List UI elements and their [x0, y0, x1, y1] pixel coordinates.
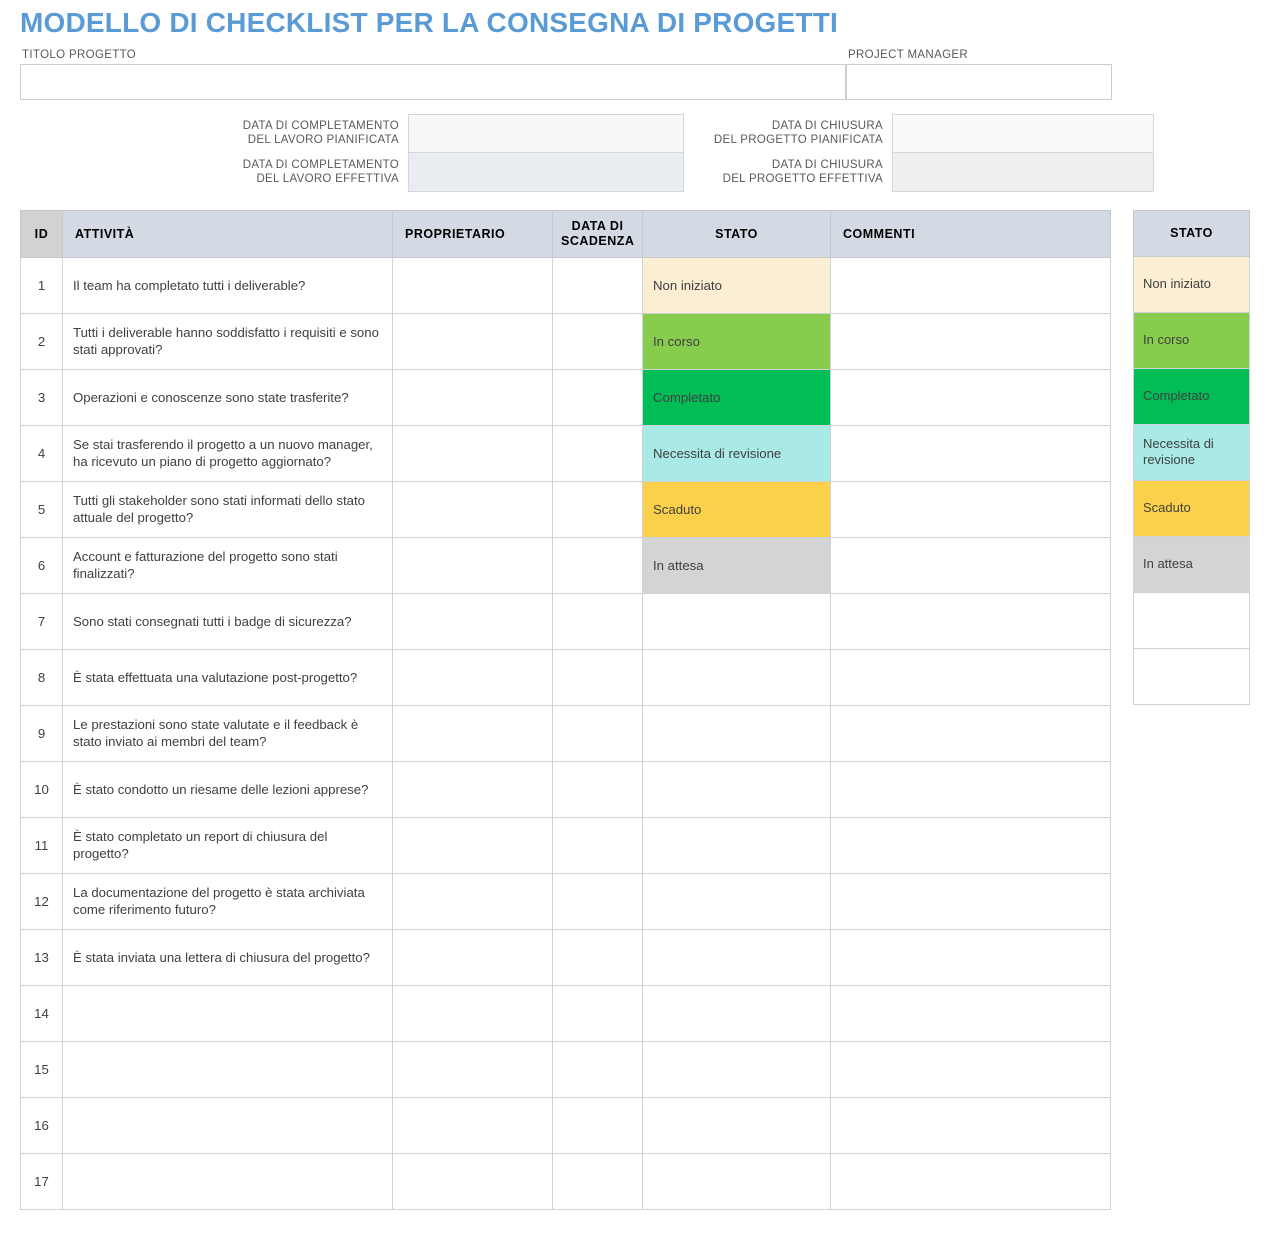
- planned-project-closure-label-line2: DEL PROGETTO PIANIFICATA: [713, 134, 883, 147]
- status-legend-item[interactable]: Completato: [1133, 369, 1250, 425]
- table-row: [21, 1153, 1111, 1209]
- row-comments-cell[interactable]: [831, 481, 1111, 537]
- table-row: [21, 593, 1111, 649]
- row-task-cell: Il team ha completato tutti i deliverable?: [63, 257, 393, 313]
- row-owner-cell[interactable]: [393, 761, 553, 817]
- checklist-table-wrap: [0, 210, 1270, 1210]
- row-status-cell[interactable]: [643, 593, 831, 649]
- row-id-cell: 10: [21, 761, 63, 817]
- row-id-cell: 17: [21, 1153, 63, 1209]
- table-row: [21, 1097, 1111, 1153]
- row-status-cell[interactable]: Non iniziato: [643, 257, 831, 313]
- actual-project-closure-label-line2: DEL PROGETTO EFFETTIVA: [722, 173, 883, 186]
- table-row: [21, 1041, 1111, 1097]
- row-id-cell: 16: [21, 1097, 63, 1153]
- actual-work-completion-label-line1: DATA DI COMPLETAMENTO: [242, 159, 399, 172]
- row-owner-cell[interactable]: [393, 873, 553, 929]
- row-comments-cell[interactable]: [831, 929, 1111, 985]
- row-id-cell: 9: [21, 705, 63, 761]
- row-owner-cell[interactable]: [393, 1041, 553, 1097]
- status-legend-item[interactable]: Necessita di revisione: [1133, 425, 1250, 481]
- row-status-cell[interactable]: In attesa: [643, 537, 831, 593]
- status-legend-header: STATO: [1133, 210, 1250, 257]
- row-owner-cell[interactable]: [393, 929, 553, 985]
- work-completion-inputs: [408, 114, 684, 192]
- row-task-cell: [63, 985, 393, 1041]
- row-comments-cell[interactable]: [831, 1041, 1111, 1097]
- project-title-label: TITOLO PROGETTO: [22, 48, 137, 61]
- actual-project-closure-label: [692, 153, 892, 192]
- row-due-date-cell[interactable]: [553, 313, 643, 369]
- table-row: [21, 649, 1111, 705]
- row-status-cell[interactable]: In corso: [643, 313, 831, 369]
- row-status-cell[interactable]: [643, 929, 831, 985]
- row-status-cell[interactable]: [643, 1041, 831, 1097]
- table-row: [21, 369, 1111, 425]
- row-task-cell: Se stai trasferendo il progetto a un nuovo manager, ha ricevuto un piano di progetto aggiornato?: [63, 425, 393, 481]
- row-comments-cell[interactable]: [831, 1153, 1111, 1209]
- table-row: [21, 481, 1111, 537]
- row-task-cell: [63, 1097, 393, 1153]
- row-status-cell[interactable]: [643, 985, 831, 1041]
- planned-work-completion-label: [196, 114, 408, 153]
- row-due-date-cell[interactable]: [553, 873, 643, 929]
- row-comments-cell[interactable]: [831, 369, 1111, 425]
- table-header-row: [21, 210, 1111, 257]
- row-task-cell: Le prestazioni sono state valutate e il feedback è stato inviato ai membri del team?: [63, 705, 393, 761]
- row-owner-cell[interactable]: [393, 425, 553, 481]
- row-id-cell: 4: [21, 425, 63, 481]
- row-comments-cell[interactable]: [831, 985, 1111, 1041]
- status-legend: [1133, 210, 1250, 705]
- actual-project-closure-input[interactable]: [892, 153, 1154, 192]
- status-legend-item[interactable]: Scaduto: [1133, 481, 1250, 537]
- checklist-table-body: [21, 257, 1111, 1209]
- row-status-cell[interactable]: Necessita di revisione: [643, 425, 831, 481]
- row-comments-cell[interactable]: [831, 1097, 1111, 1153]
- row-task-cell: [63, 1153, 393, 1209]
- row-id-cell: 14: [21, 985, 63, 1041]
- column-header-status: STATO: [643, 210, 831, 257]
- row-status-cell[interactable]: [643, 1153, 831, 1209]
- work-completion-labels: [196, 114, 408, 192]
- row-task-cell: La documentazione del progetto è stata archiviata come riferimento futuro?: [63, 873, 393, 929]
- row-task-cell: Sono stati consegnati tutti i badge di sicurezza?: [63, 593, 393, 649]
- column-header-due-date-line1: DATA DI: [571, 219, 624, 234]
- row-task-cell: È stata effettuata una valutazione post-progetto?: [63, 649, 393, 705]
- table-row: [21, 705, 1111, 761]
- table-row: [21, 257, 1111, 313]
- row-owner-cell[interactable]: [393, 593, 553, 649]
- row-id-cell: 13: [21, 929, 63, 985]
- planned-work-completion-label-line1: DATA DI COMPLETAMENTO: [242, 120, 399, 133]
- table-row: [21, 537, 1111, 593]
- table-row: [21, 873, 1111, 929]
- row-owner-cell[interactable]: [393, 705, 553, 761]
- planned-work-completion-label-line2: DEL LAVORO PIANIFICATA: [247, 134, 399, 147]
- status-legend-item[interactable]: In attesa: [1133, 537, 1250, 593]
- identification-row: [20, 49, 1250, 100]
- project-identification-block: [0, 43, 1270, 192]
- table-row: [21, 761, 1111, 817]
- project-manager-field: [846, 49, 1112, 100]
- row-comments-cell[interactable]: [831, 593, 1111, 649]
- row-owner-cell[interactable]: [393, 537, 553, 593]
- table-row: [21, 425, 1111, 481]
- actual-work-completion-input[interactable]: [408, 153, 684, 192]
- row-id-cell: 8: [21, 649, 63, 705]
- row-id-cell: 12: [21, 873, 63, 929]
- planned-project-closure-label-line1: DATA DI CHIUSURA: [771, 120, 883, 133]
- project-title-field: [20, 49, 846, 100]
- row-due-date-cell[interactable]: [553, 817, 643, 873]
- row-owner-cell[interactable]: [393, 649, 553, 705]
- row-due-date-cell[interactable]: [553, 649, 643, 705]
- planned-work-completion-input[interactable]: [408, 114, 684, 153]
- row-owner-cell[interactable]: [393, 1097, 553, 1153]
- table-row: [21, 929, 1111, 985]
- page-title: MODELLO DI CHECKLIST PER LA CONSEGNA DI PROGETTI: [20, 7, 838, 38]
- row-due-date-cell[interactable]: [553, 481, 643, 537]
- row-owner-cell[interactable]: [393, 1153, 553, 1209]
- row-owner-cell[interactable]: [393, 257, 553, 313]
- row-id-cell: 1: [21, 257, 63, 313]
- actual-work-completion-label: [196, 153, 408, 192]
- row-owner-cell[interactable]: [393, 985, 553, 1041]
- table-row: [21, 817, 1111, 873]
- row-status-cell[interactable]: [643, 1097, 831, 1153]
- row-status-cell[interactable]: Completato: [643, 369, 831, 425]
- row-task-cell: È stato condotto un riesame delle lezioni apprese?: [63, 761, 393, 817]
- row-comments-cell[interactable]: [831, 537, 1111, 593]
- project-manager-label: PROJECT MANAGER: [848, 48, 969, 61]
- column-header-due-date: [553, 210, 643, 257]
- row-task-cell: Tutti gli stakeholder sono stati informati dello stato attuale del progetto?: [63, 481, 393, 537]
- row-owner-cell[interactable]: [393, 313, 553, 369]
- column-header-owner: PROPRIETARIO: [393, 210, 553, 257]
- row-id-cell: 5: [21, 481, 63, 537]
- row-task-cell: Account e fatturazione del progetto sono stati finalizzati?: [63, 537, 393, 593]
- project-title-input[interactable]: [20, 64, 846, 100]
- row-due-date-cell[interactable]: [553, 929, 643, 985]
- row-task-cell: [63, 1041, 393, 1097]
- row-due-date-cell[interactable]: [553, 1041, 643, 1097]
- column-header-due-date-line2: SCADENZA: [561, 233, 635, 248]
- row-due-date-cell[interactable]: [553, 1153, 643, 1209]
- row-id-cell: 2: [21, 313, 63, 369]
- checklist-table: [20, 210, 1111, 1210]
- planned-project-closure-input[interactable]: [892, 114, 1154, 153]
- row-comments-cell[interactable]: [831, 257, 1111, 313]
- status-legend-items: [1133, 257, 1250, 705]
- row-status-cell[interactable]: [643, 761, 831, 817]
- row-status-cell[interactable]: Scaduto: [643, 481, 831, 537]
- column-header-id: ID: [21, 210, 63, 257]
- status-legend-item[interactable]: [1133, 593, 1250, 649]
- row-due-date-cell[interactable]: [553, 593, 643, 649]
- row-status-cell[interactable]: [643, 817, 831, 873]
- date-grid: [196, 114, 1250, 192]
- row-task-cell: Operazioni e conoscenze sono state trasferite?: [63, 369, 393, 425]
- row-comments-cell[interactable]: [831, 705, 1111, 761]
- row-status-cell[interactable]: [643, 705, 831, 761]
- row-comments-cell[interactable]: [831, 313, 1111, 369]
- row-comments-cell[interactable]: [831, 873, 1111, 929]
- project-manager-input[interactable]: [846, 64, 1112, 100]
- work-completion-date-group: [196, 114, 684, 192]
- actual-project-closure-label-line1: DATA DI CHIUSURA: [771, 159, 883, 172]
- row-comments-cell[interactable]: [831, 649, 1111, 705]
- row-due-date-cell[interactable]: [553, 1097, 643, 1153]
- actual-work-completion-label-line2: DEL LAVORO EFFETTIVA: [256, 173, 399, 186]
- row-due-date-cell[interactable]: [553, 257, 643, 313]
- row-due-date-cell[interactable]: [553, 537, 643, 593]
- row-due-date-cell[interactable]: [553, 761, 643, 817]
- column-header-task: ATTIVITÀ: [63, 210, 393, 257]
- column-header-comments: COMMENTI: [831, 210, 1111, 257]
- status-legend-item[interactable]: [1133, 649, 1250, 705]
- row-owner-cell[interactable]: [393, 481, 553, 537]
- row-task-cell: È stata inviata una lettera di chiusura del progetto?: [63, 929, 393, 985]
- project-closure-date-group: [692, 114, 1154, 192]
- row-owner-cell[interactable]: [393, 369, 553, 425]
- planned-project-closure-label: [692, 114, 892, 153]
- row-id-cell: 15: [21, 1041, 63, 1097]
- row-status-cell[interactable]: [643, 649, 831, 705]
- project-closure-inputs: [892, 114, 1154, 192]
- status-legend-item[interactable]: Non iniziato: [1133, 257, 1250, 313]
- row-due-date-cell[interactable]: [553, 425, 643, 481]
- checklist-table-head: [21, 210, 1111, 257]
- row-comments-cell[interactable]: [831, 425, 1111, 481]
- row-due-date-cell[interactable]: [553, 705, 643, 761]
- row-comments-cell[interactable]: [831, 817, 1111, 873]
- row-owner-cell[interactable]: [393, 817, 553, 873]
- row-comments-cell[interactable]: [831, 761, 1111, 817]
- row-due-date-cell[interactable]: [553, 369, 643, 425]
- project-closure-labels: [692, 114, 892, 192]
- row-id-cell: 3: [21, 369, 63, 425]
- row-task-cell: È stato completato un report di chiusura del progetto?: [63, 817, 393, 873]
- row-status-cell[interactable]: [643, 873, 831, 929]
- table-row: [21, 313, 1111, 369]
- row-id-cell: 7: [21, 593, 63, 649]
- row-due-date-cell[interactable]: [553, 985, 643, 1041]
- status-legend-item[interactable]: In corso: [1133, 313, 1250, 369]
- table-row: [21, 985, 1111, 1041]
- row-id-cell: 11: [21, 817, 63, 873]
- row-task-cell: Tutti i deliverable hanno soddisfatto i requisiti e sono stati approvati?: [63, 313, 393, 369]
- row-id-cell: 6: [21, 537, 63, 593]
